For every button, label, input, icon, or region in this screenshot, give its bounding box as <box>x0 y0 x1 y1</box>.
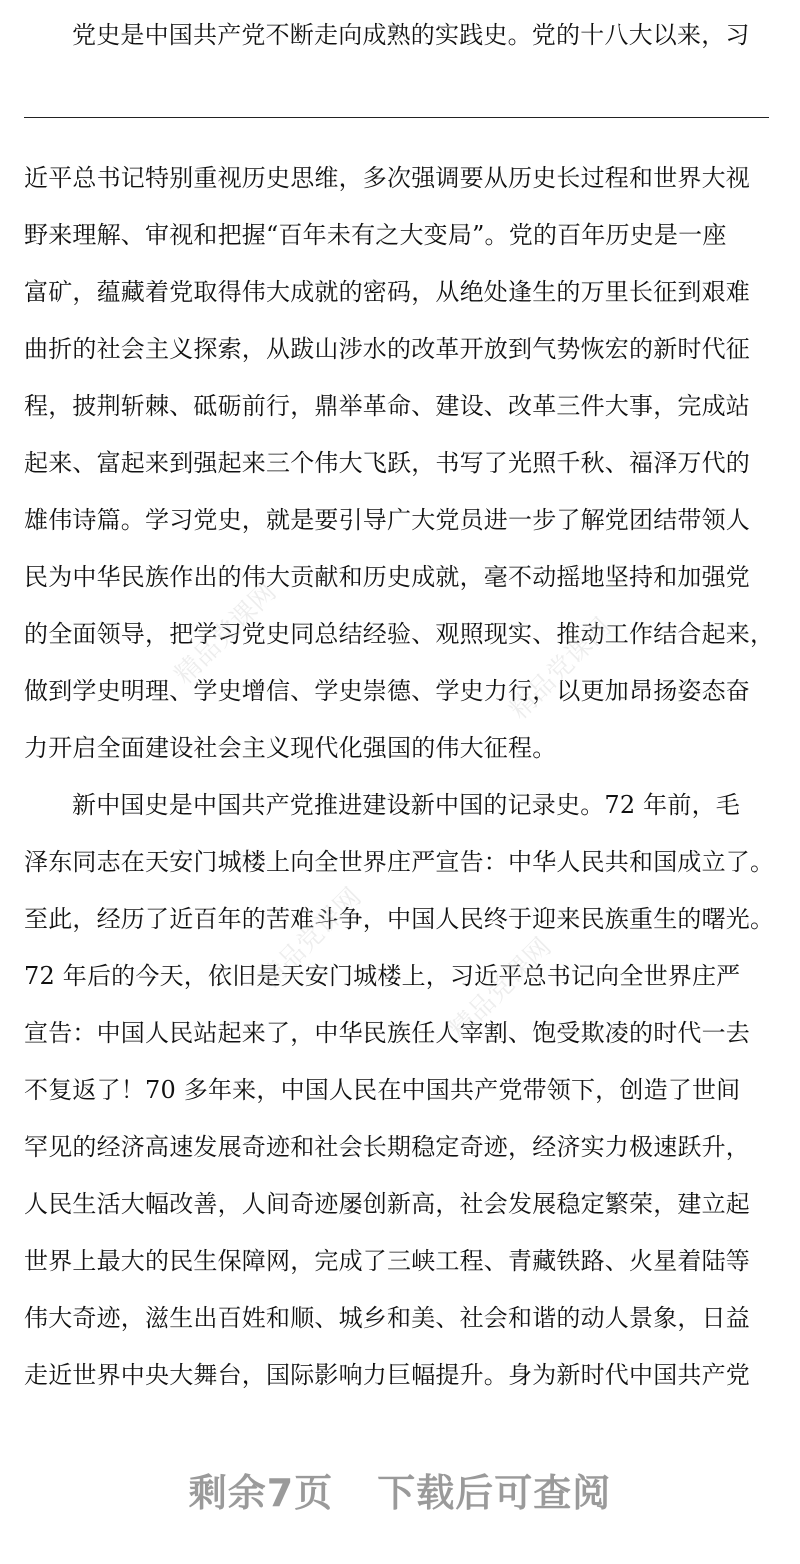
text-line: 新中国史是中国共产党推进建设新中国的记录史。72 年前，毛 <box>72 791 740 819</box>
text-line: 不复返了！70 多年来，中国人民在中国共产党带领下，创造了世间 <box>24 1076 741 1104</box>
text-line: 人民生活大幅改善，人间奇迹屡创新高，社会发展稳定繁荣，建立起 <box>24 1190 750 1218</box>
text-line: 的全面领导，把学习党史同总结经验、观照现实、推动工作结合起来， <box>24 620 775 648</box>
header-line: 党史是中国共产党不断走向成熟的实践史。党的十八大以来，习 <box>72 21 750 49</box>
text-line: 富矿，蕴藏着党取得伟大成就的密码，从绝处逢生的万里长征到艰难 <box>24 278 750 306</box>
remaining-pages-label: 剩余7页 <box>188 1471 334 1515</box>
text-line: 泽东同志在天安门城楼上向全世界庄严宣告：中华人民共和国成立了。 <box>24 848 775 876</box>
text-line: 野来理解、审视和把握“百年未有之大变局”。党的百年历史是一座 <box>24 221 727 249</box>
text-line: 民为中华民族作出的伟大贡献和历史成就，毫不动摇地坚持和加强党 <box>24 563 750 591</box>
text-line: 程，披荆斩棘、砥砺前行，鼎举革命、建设、改革三件大事，完成站 <box>24 392 750 420</box>
text-line: 力开启全面建设社会主义现代化强国的伟大征程。 <box>24 734 557 762</box>
text-line: 72 年后的今天，依旧是天安门城楼上，习近平总书记向全世界庄严 <box>24 962 741 990</box>
watermark: 精品党课网 <box>444 932 558 1046</box>
text-line: 宣告：中国人民站起来了，中华民族任人宰割、饱受欺凌的时代一去 <box>24 1019 750 1047</box>
watermark: 精品党课网 <box>254 882 368 996</box>
text-line: 走近世界中央大舞台，国际影响力巨幅提升。身为新时代中国共产党 <box>24 1361 750 1389</box>
text-line: 伟大奇迹，滋生出百姓和顺、城乡和美、社会和谐的动人景象，日益 <box>24 1304 750 1332</box>
download-prompt[interactable] <box>0 1462 800 1517</box>
text-line: 做到学史明理、学史增信、学史崇德、学史力行，以更加昂扬姿态奋 <box>24 677 750 705</box>
text-line: 起来、富起来到强起来三个伟大飞跃，书写了光照千秋、福泽万代的 <box>24 449 750 477</box>
download-to-view-label: 下载后可查阅 <box>377 1471 612 1515</box>
watermark: 精品党课网 <box>504 612 618 726</box>
text-line: 至此，经历了近百年的苦难斗争，中国人民终于迎来民族重生的曙光。 <box>24 905 775 933</box>
text-line: 世界上最大的民生保障网，完成了三峡工程、青藏铁路、火星着陆等 <box>24 1247 750 1275</box>
watermark: 精品党课网 <box>169 577 283 691</box>
divider <box>24 117 769 118</box>
text-line: 罕见的经济高速发展奇迹和社会长期稳定奇迹，经济实力极速跃升， <box>24 1133 750 1161</box>
text-line: 雄伟诗篇。学习党史，就是要引导广大党员进一步了解党团结带领人 <box>24 506 750 534</box>
text-line: 曲折的社会主义探索，从跋山涉水的改革开放到气势恢宏的新时代征 <box>24 335 750 363</box>
text-line: 近平总书记特别重视历史思维，多次强调要从历史长过程和世界大视 <box>24 164 750 192</box>
